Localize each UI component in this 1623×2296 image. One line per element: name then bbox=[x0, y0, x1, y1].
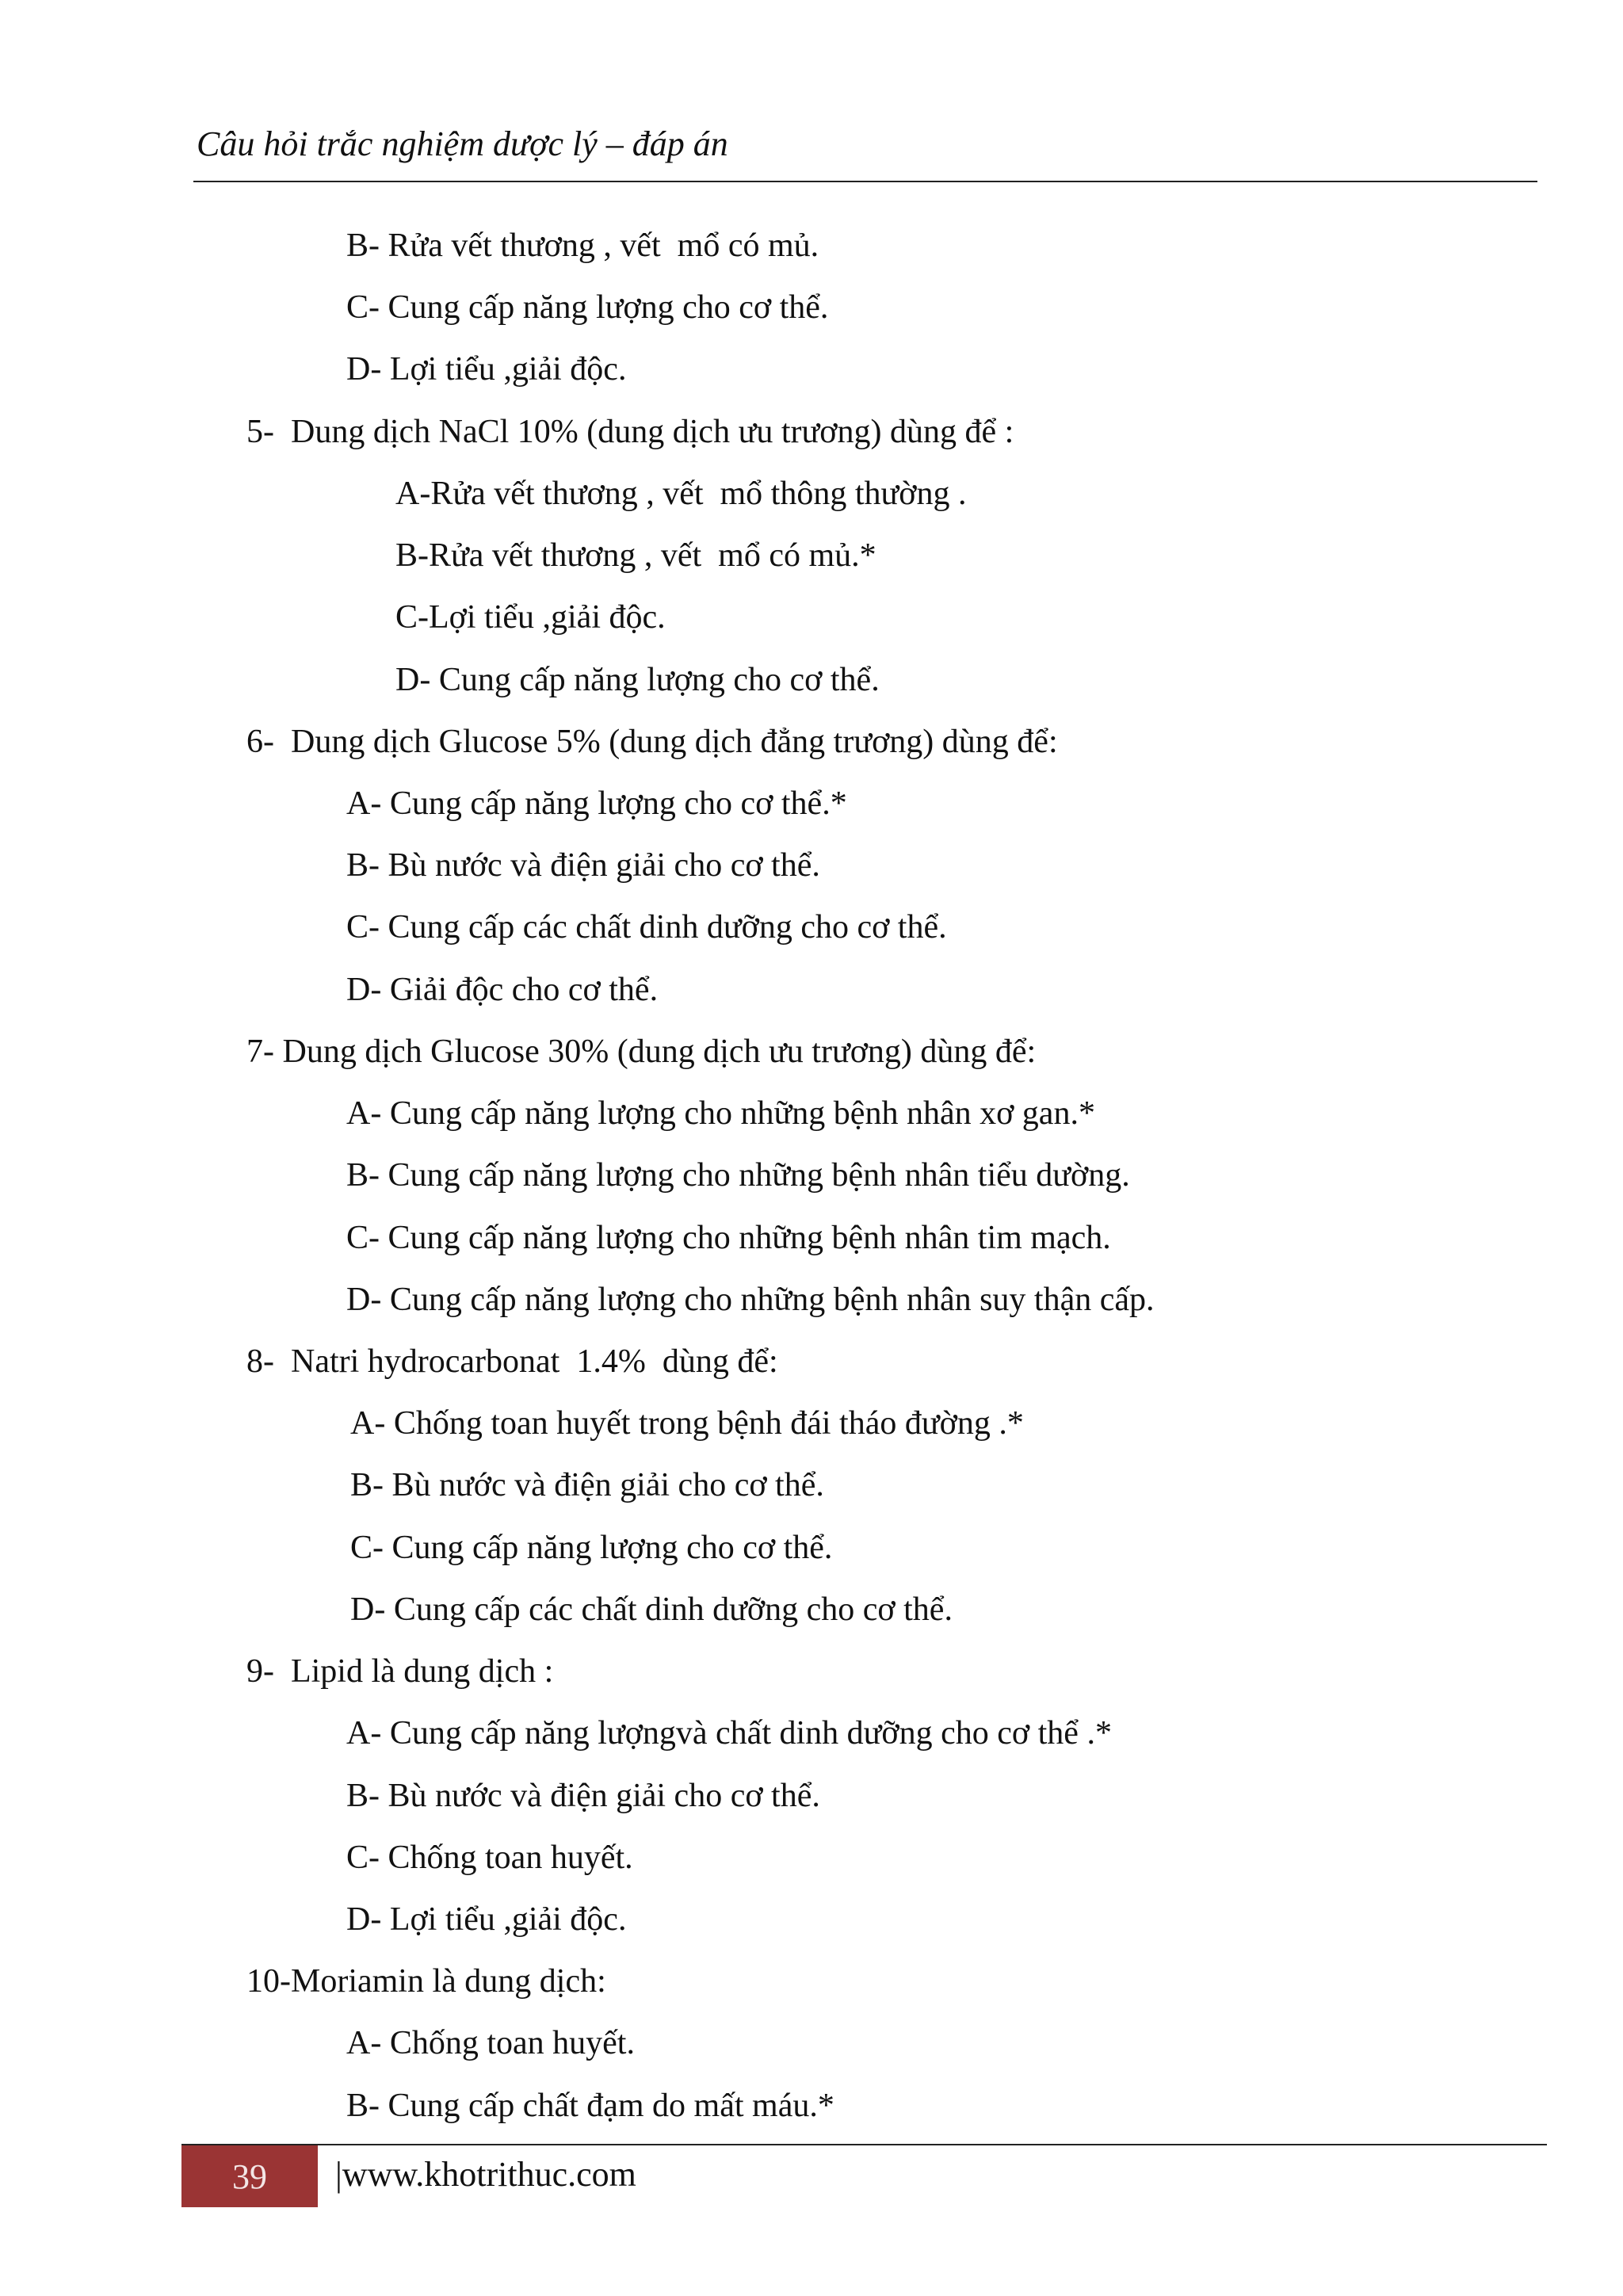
answer-line: B- Bù nước và điện giải cho cơ thể. bbox=[350, 1467, 824, 1503]
answer-line: B-Rửa vết thương , vết mổ có mủ.* bbox=[395, 537, 876, 574]
answer-line: A- Cung cấp năng lượng cho cơ thể.* bbox=[346, 785, 847, 822]
header-divider bbox=[193, 181, 1537, 182]
answer-line: B- Cung cấp năng lượng cho những bệnh nhân tiểu dường. bbox=[346, 1157, 1130, 1194]
answer-line: D- Lợi tiểu ,giải độc. bbox=[346, 1901, 627, 1938]
question-line: 7- Dung dịch Glucose 30% (dung dịch ưu trương) dùng để: bbox=[246, 1033, 1037, 1070]
answer-line: A-Rửa vết thương , vết mổ thông thường . bbox=[395, 476, 967, 512]
answer-line: D- Cung cấp các chất dinh dưỡng cho cơ thể. bbox=[350, 1591, 953, 1628]
question-line: 6- Dung dịch Glucose 5% (dung dịch đẳng trương) dùng để: bbox=[246, 724, 1058, 760]
answer-line: A- Cung cấp năng lượng cho những bệnh nhân xơ gan.* bbox=[346, 1095, 1095, 1132]
answer-line: D- Cung cấp năng lượng cho cơ thể. bbox=[395, 662, 880, 698]
question-line: 8- Natri hydrocarbonat 1.4% dùng để: bbox=[246, 1343, 778, 1380]
page-header-title: Câu hỏi trắc nghiệm dược lý – đáp án bbox=[197, 124, 728, 163]
answer-line: C- Cung cấp năng lượng cho cơ thể. bbox=[346, 289, 829, 326]
page-number-box bbox=[181, 2145, 318, 2207]
answer-line: B- Rửa vết thương , vết mổ có mủ. bbox=[346, 227, 819, 264]
answer-line: B- Bù nước và điện giải cho cơ thể. bbox=[346, 847, 820, 884]
question-line: 5- Dung dịch NaCl 10% (dung dịch ưu trương) dùng để : bbox=[246, 414, 1014, 450]
answer-line: C-Lợi tiểu ,giải độc. bbox=[395, 599, 666, 636]
answer-line: C- Cung cấp năng lượng cho cơ thể. bbox=[350, 1530, 833, 1566]
question-line: 9- Lipid là dung dịch : bbox=[246, 1653, 554, 1690]
answer-line: A- Chống toan huyết trong bệnh đái tháo đường .* bbox=[350, 1405, 1024, 1442]
answer-line: B- Bù nước và điện giải cho cơ thể. bbox=[346, 1778, 820, 1814]
answer-line: A- Chống toan huyết. bbox=[346, 2025, 635, 2061]
answer-line: C- Chống toan huyết. bbox=[346, 1839, 633, 1876]
answer-line: A- Cung cấp năng lượngvà chất dinh dưỡng cho cơ thể .* bbox=[346, 1715, 1112, 1752]
answer-line: D- Cung cấp năng lượng cho những bệnh nhân suy thận cấp. bbox=[346, 1282, 1155, 1318]
answer-line: C- Cung cấp năng lượng cho những bệnh nhân tim mạch. bbox=[346, 1220, 1111, 1256]
footer-website: |www.khotrithuc.com bbox=[335, 2155, 636, 2194]
footer-divider bbox=[181, 2144, 1547, 2145]
question-line: 10-Moriamin là dung dịch: bbox=[246, 1963, 606, 2000]
answer-line: B- Cung cấp chất đạm do mất máu.* bbox=[346, 2088, 834, 2124]
page-number: 39 bbox=[232, 2157, 267, 2196]
answer-line: D- Giải độc cho cơ thể. bbox=[346, 972, 659, 1008]
answer-line: D- Lợi tiểu ,giải độc. bbox=[346, 351, 627, 388]
answer-line: C- Cung cấp các chất dinh dưỡng cho cơ thể. bbox=[346, 909, 947, 946]
